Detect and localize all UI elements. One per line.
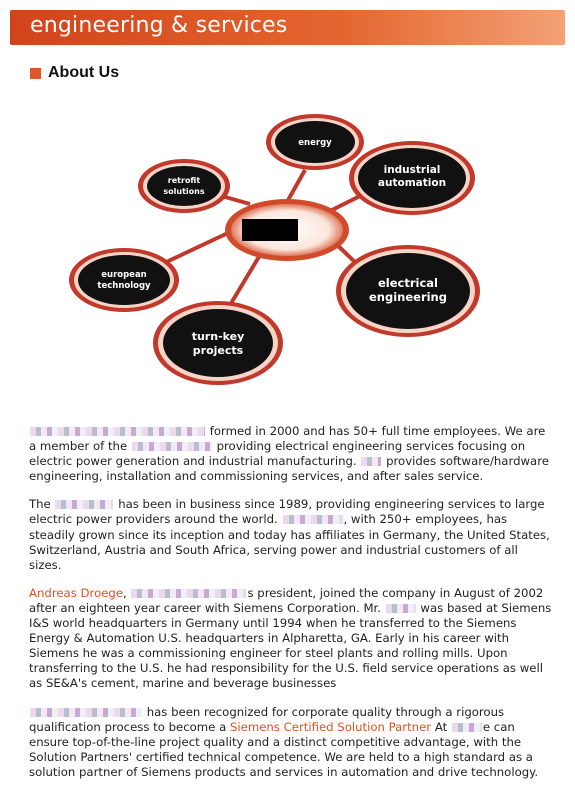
paragraph-text: , with 250+ employees, has steadily grown since its inception and today has affiliates in Germany, the United States, Switzerland, Austria and South Africa, serving power and industrial customers of all sizes.: [29, 512, 550, 572]
header-banner: [10, 10, 565, 45]
redacted-text: [386, 604, 416, 613]
node-industrial-automation: [349, 141, 475, 215]
node-industrial-label-2: automation: [377, 177, 447, 189]
about-content: [29, 424, 554, 793]
node-industrial-label-1: industrial: [383, 164, 441, 176]
paragraph-text: ,: [123, 585, 127, 600]
redacted-text: [361, 457, 381, 466]
node-retrofit-label-2: solutions: [163, 187, 205, 196]
redacted-text: [30, 708, 142, 717]
node-european-label-2: technology: [97, 281, 151, 291]
hub-redacted-logo: [242, 219, 298, 241]
redacted-text: [283, 515, 343, 524]
redacted-text: [452, 723, 482, 732]
node-electrical-engineering: [336, 245, 480, 337]
siemens-partner-link[interactable]: Siemens Certified Solution Partner: [229, 719, 432, 734]
bullet-square-icon: [30, 68, 41, 79]
node-turnkey-label-1: turn-key: [191, 330, 245, 343]
redacted-text: [132, 442, 212, 451]
paragraph-history: [29, 497, 554, 572]
paragraph-text: has been in business since 1989, providing engineering services to large electric power providers around the world.: [29, 497, 545, 527]
node-european-label-1: european: [101, 270, 147, 280]
services-diagram: [60, 100, 490, 400]
paragraph-text: s president, joined the company in August of 2002 after an eighteen year career with Siemens Corporation. Mr.: [29, 585, 544, 615]
paragraph-quality: [29, 705, 554, 780]
president-name-link[interactable]: Andreas Droege: [29, 585, 124, 600]
paragraph-text: The: [29, 497, 51, 512]
paragraph-text: e can ensure top-of-the-line project quality and a distinct competitive advantage, with the Solution Partners' certified technical competence. We are held to a high standard as a solution partner of Siemens products and services in automation and drive technology.: [29, 719, 539, 779]
paragraph-text: provides software/hardware engineering, installation and commissioning services, and after sales service.: [29, 454, 549, 484]
paragraph-intro: [29, 424, 554, 484]
node-turn-key-projects: [153, 301, 283, 385]
paragraph-text: was based at Siemens I&S world headquarters in Germany until 1994 when he transferred to the Siemens Energy & Automation U.S. headquarters in Alpharetta, GA. Early in his career with Siemens he was a commissioning engineer for steel plants and rolling mills. Upon transferring to the U.S. he had responsibility for the U.S. field service operations as well as SE&A's cement, marine and beverage businesses: [29, 600, 552, 691]
paragraph-president: [29, 586, 554, 692]
paragraph-text: formed in 2000 and has 50+ full time employees. We are a member of the: [29, 424, 546, 454]
paragraph-text: At: [434, 719, 448, 734]
redacted-text: [30, 427, 205, 436]
diagram-hub: [225, 199, 349, 261]
node-energy-label: energy: [298, 138, 332, 148]
node-electrical-label-1: electrical: [378, 276, 438, 290]
page-title: About Us: [48, 64, 120, 81]
banner-title: engineering & services: [30, 13, 288, 38]
node-energy: [266, 114, 364, 170]
node-retrofit-solutions: [138, 159, 230, 213]
paragraph-text: providing electrical engineering services focusing on electric power generation and industrial manufacturing.: [29, 439, 526, 469]
redacted-text: [131, 589, 246, 598]
node-electrical-label-2: engineering: [369, 290, 447, 304]
paragraph-text: has been recognized for corporate quality through a rigorous qualification process to become a: [29, 704, 505, 734]
redacted-text: [55, 500, 113, 509]
node-european-technology: [69, 248, 179, 312]
node-retrofit-label-1: retrofit: [167, 176, 201, 185]
node-turnkey-label-2: projects: [192, 344, 244, 357]
